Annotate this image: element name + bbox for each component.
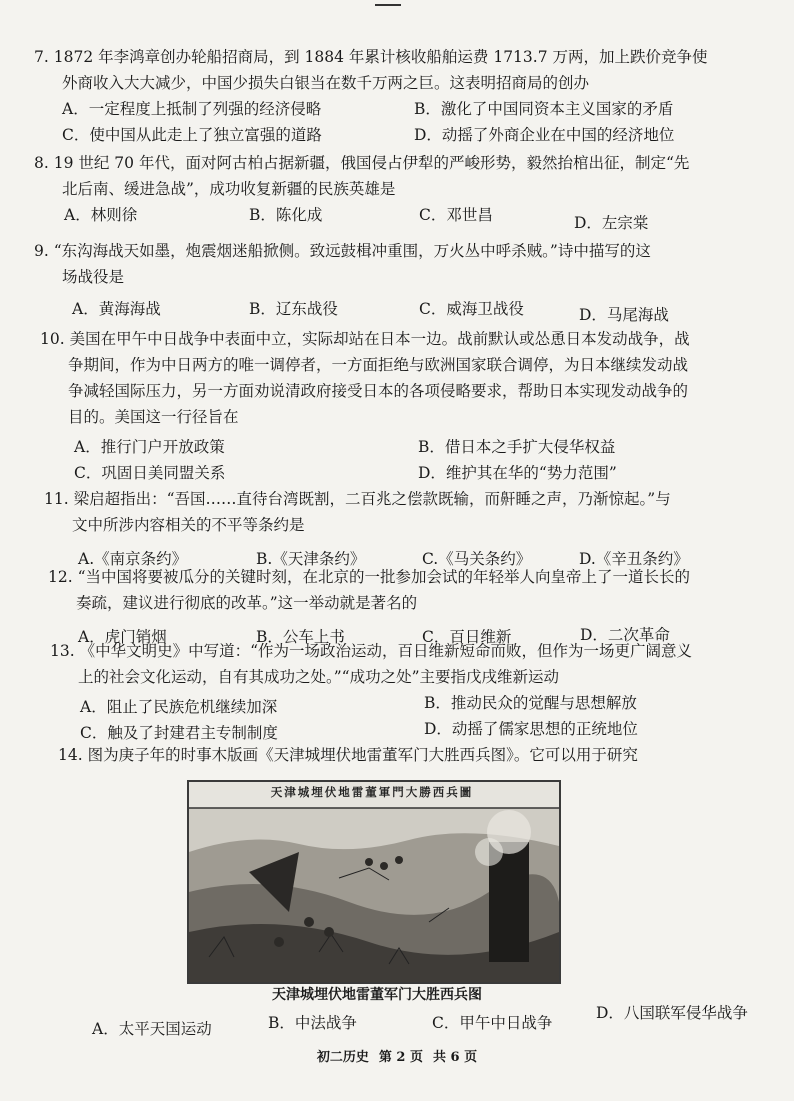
question-text: 梁启超指出：“吾国……直待台湾既割，二百兆之偿款既输，而鼾睡之声，乃渐惊起。”与 xyxy=(73,490,671,508)
footer-page: 第 2 页 xyxy=(378,1050,423,1065)
option-b[interactable]: B．借日本之手扩大侵华权益 xyxy=(418,438,616,456)
option-a[interactable]: A．黄海海战 xyxy=(72,300,161,318)
option-d[interactable]: D．八国联军侵华战争 xyxy=(596,1004,748,1022)
option-c[interactable]: C．百日维新 xyxy=(422,628,512,646)
option-d[interactable]: D．二次革命 xyxy=(580,626,670,644)
page-footer xyxy=(0,1046,794,1065)
option-b[interactable]: B．公车上书 xyxy=(256,628,345,646)
woodblock-print-image xyxy=(187,780,561,984)
option-a[interactable]: A．太平天国运动 xyxy=(92,1020,212,1038)
question-number: 9. xyxy=(34,242,49,260)
question-text: 外商收入大大减少，中国少损失白银当在数千万两之巨。这表明招商局的创办 xyxy=(62,74,590,92)
question-14-options xyxy=(58,1004,758,1038)
question-text: 图为庚子年的时事木版画《天津城埋伏地雷董军门大胜西兵图》。它可以用于研究 xyxy=(87,746,638,764)
option-a[interactable]: A．阻止了民族危机继续加深 xyxy=(80,698,278,716)
option-a[interactable]: A．一定程度上抵制了列强的经济侵略 xyxy=(62,100,322,118)
option-c[interactable]: C.《马关条约》 xyxy=(422,550,532,568)
top-mark xyxy=(375,0,401,6)
question-number: 12. xyxy=(48,568,73,586)
question-text: 争期间，作为中日两方的唯一调停者，一方面拒绝与欧洲国家联合调停，为日本继续发动战 xyxy=(68,356,689,374)
woodblock-illustration xyxy=(189,782,559,982)
option-c[interactable]: C．使中国从此走上了独立富强的道路 xyxy=(62,126,322,144)
print-banner-title: 天津城埋伏地雷董軍門大勝西兵圖 xyxy=(270,785,474,799)
question-number: 11. xyxy=(44,490,69,508)
question-text: 《中华文明史》中写道：“作为一场政治运动，百日维新短命而败，但作为一场更广阔意义 xyxy=(79,642,693,660)
option-b[interactable]: B．陈化成 xyxy=(249,206,323,224)
question-10 xyxy=(40,326,740,486)
question-number: 8. xyxy=(34,154,49,172)
figure-caption: 天津城埋伏地雷董军门大胜西兵图 xyxy=(272,987,482,1003)
option-c[interactable]: C．甲午中日战争 xyxy=(432,1014,553,1032)
question-number: 7. xyxy=(34,48,49,66)
question-text: “东沟海战天如墨，炮震烟迷船掀侧。致远鼓楫冲重围，万火丛中呼杀贼。”诗中描写的这 xyxy=(53,242,651,260)
option-c[interactable]: C．触及了封建君主专制制度 xyxy=(80,724,278,742)
question-text: 场战役是 xyxy=(62,268,125,286)
option-b[interactable]: B．辽东战役 xyxy=(249,300,338,318)
question-text: “当中国将要被瓜分的关键时刻，在北京的一批参加会试的年轻举人向皇帝上了一道长长的 xyxy=(77,568,691,586)
question-8 xyxy=(34,150,734,232)
question-text: 美国在甲午中日战争中表面中立，实际却站在日本一边。战前默认或怂恿日本发动战争，战 xyxy=(69,330,690,348)
question-text: 1872 年李鸿章创办轮船招商局，到 1884 年累计核收船舶运费 1713.7 万两，加上跌价竞争使 xyxy=(53,48,708,66)
question-13 xyxy=(50,638,750,746)
option-a[interactable]: A.《南京条约》 xyxy=(78,550,188,568)
footer-total: 共 6 页 xyxy=(433,1050,478,1065)
question-text: 19 世纪 70 年代，面对阿古柏占据新疆，俄国侵占伊犁的严峻形势，毅然抬棺出征，制定“先 xyxy=(53,154,690,172)
option-d[interactable]: D．马尾海战 xyxy=(579,306,669,324)
question-11 xyxy=(44,486,744,572)
option-b[interactable]: B.《天津条约》 xyxy=(256,550,366,568)
option-d[interactable]: D．动摇了儒家思想的正统地位 xyxy=(424,720,638,738)
option-a[interactable]: A．推行门户开放政策 xyxy=(74,438,225,456)
footer-subject: 初二历史 xyxy=(316,1050,369,1065)
option-c[interactable]: C．威海卫战役 xyxy=(419,300,524,318)
question-number: 14. xyxy=(58,746,83,764)
question-text: 北后南、缓进急战”，成功收复新疆的民族英雄是 xyxy=(62,180,396,198)
question-9 xyxy=(34,238,734,322)
option-a[interactable]: A．林则徐 xyxy=(64,206,138,224)
question-text: 争减轻国际压力，另一方面劝说清政府接受日本的各项侵略要求，帮助日本实现发动战争的 xyxy=(68,382,689,400)
option-a[interactable]: A．虎门销烟 xyxy=(78,628,167,646)
question-14 xyxy=(58,742,758,768)
option-d[interactable]: D．动摇了外商企业在中国的经济地位 xyxy=(414,126,675,144)
question-text: 奏疏，建议进行彻底的改革。”这一举动就是著名的 xyxy=(76,594,418,612)
question-number: 13. xyxy=(50,642,75,660)
option-c[interactable]: C．邓世昌 xyxy=(419,206,493,224)
question-number: 10. xyxy=(40,330,65,348)
option-c[interactable]: C．巩固日美同盟关系 xyxy=(74,464,226,482)
question-text: 文中所涉内容相关的不平等条约是 xyxy=(72,516,305,534)
option-d[interactable]: D.《辛丑条约》 xyxy=(579,550,689,568)
question-text: 目的。美国这一行径旨在 xyxy=(68,408,239,426)
question-7 xyxy=(34,44,734,148)
question-text: 上的社会文化运动，自有其成功之处。”“成功之处”主要指戊戌维新运动 xyxy=(78,668,560,686)
option-b[interactable]: B．推动民众的觉醒与思想解放 xyxy=(424,694,637,712)
option-d[interactable]: D．左宗棠 xyxy=(574,214,649,232)
option-b[interactable]: B．中法战争 xyxy=(268,1014,357,1032)
option-b[interactable]: B．激化了中国同资本主义国家的矛盾 xyxy=(414,100,674,118)
option-d[interactable]: D．维护其在华的“势力范围” xyxy=(418,464,617,482)
